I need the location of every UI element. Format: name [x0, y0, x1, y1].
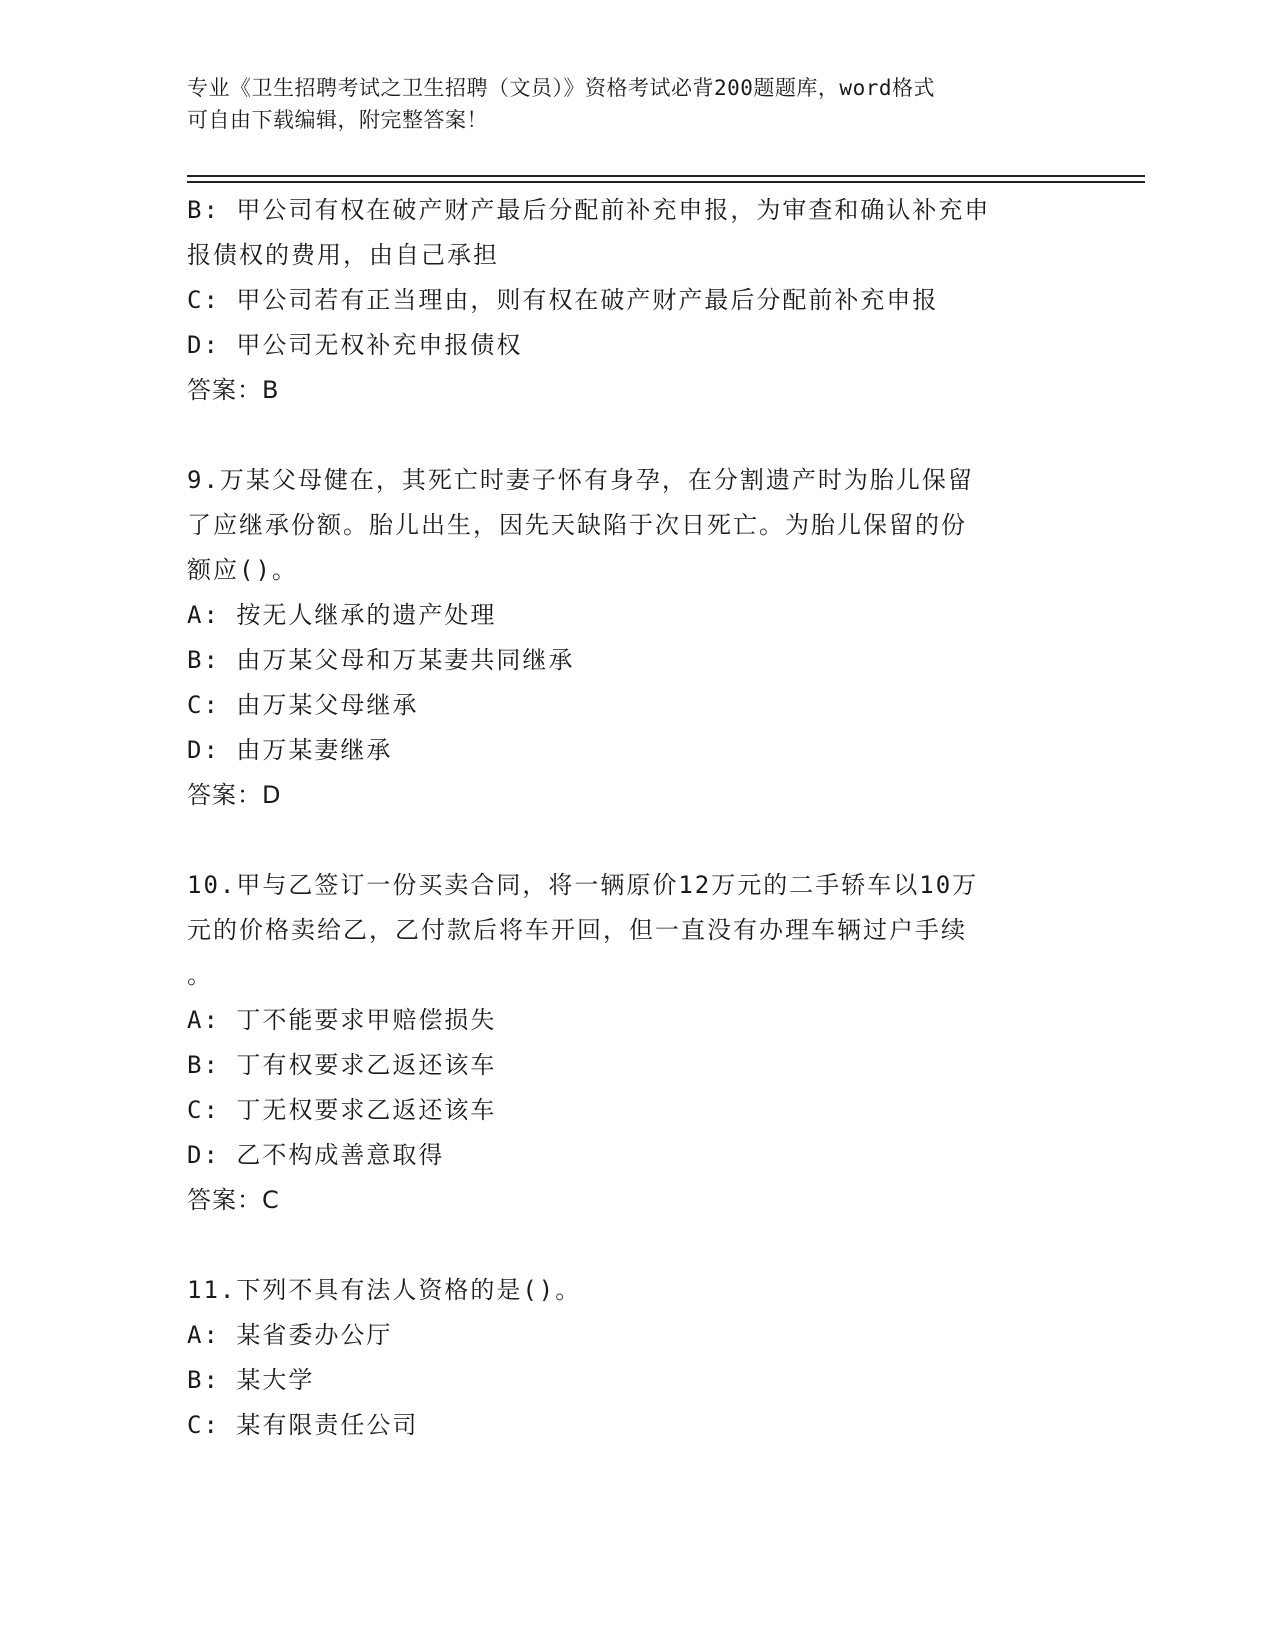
option-b-line-2: 报债权的费用，由自己承担 [187, 241, 499, 269]
answer: 答案：B [187, 376, 280, 404]
answer: 答案：C [187, 1186, 280, 1214]
question-stem-line-3: 。 [187, 961, 213, 989]
option-b: B: 由万某父母和万某妻共同继承 [187, 646, 575, 674]
question-stem-line-1: 9.万某父母健在，其死亡时妻子怀有身孕，在分割遗产时为胎儿保留 [187, 466, 974, 494]
question-stem-line-3: 额应()。 [187, 556, 298, 584]
question-stem-line-1: 11.下列不具有法人资格的是()。 [187, 1276, 582, 1304]
question-9 [187, 458, 1087, 818]
header-title-line-1: 专业《卫生招聘考试之卫生招聘（文员）》资格考试必背200题题库，word格式 [187, 76, 935, 100]
option-a: A: 丁不能要求甲赔偿损失 [187, 1006, 497, 1034]
option-b: B: 丁有权要求乙返还该车 [187, 1051, 497, 1079]
header-divider-top [187, 175, 1145, 177]
option-a: A: 按无人继承的遗产处理 [187, 601, 497, 629]
option-b-line-1: B: 甲公司有权在破产财产最后分配前补充申报，为审查和确认补充申 [187, 196, 991, 224]
option-c: C: 丁无权要求乙返还该车 [187, 1096, 497, 1124]
spacer [187, 413, 1087, 458]
option-d: D: 乙不构成善意取得 [187, 1141, 445, 1169]
option-c: C: 甲公司若有正当理由，则有权在破产财产最后分配前补充申报 [187, 286, 939, 314]
option-d: D: 甲公司无权补充申报债权 [187, 331, 523, 359]
spacer [187, 1223, 1087, 1268]
header-title-line-2: 可自由下载编辑，附完整答案！ [187, 108, 488, 132]
question-10 [187, 863, 1087, 1223]
option-d: D: 由万某妻继承 [187, 736, 393, 764]
question-stem-line-2: 了应继承份额。胎儿出生，因先天缺陷于次日死亡。为胎儿保留的份 [187, 511, 967, 539]
option-c: C: 某有限责任公司 [187, 1411, 419, 1439]
option-b: B: 某大学 [187, 1366, 315, 1394]
question-list [187, 188, 1087, 1448]
question-stem-line-1: 10.甲与乙签订一份买卖合同，将一辆原价12万元的二手轿车以10万 [187, 871, 979, 899]
header-divider-bottom [187, 181, 1145, 183]
question-8 [187, 188, 1087, 413]
document-header [187, 72, 1067, 136]
question-11 [187, 1268, 1087, 1448]
answer: 答案：D [187, 781, 282, 809]
option-a: A: 某省委办公厅 [187, 1321, 393, 1349]
question-stem-line-2: 元的价格卖给乙，乙付款后将车开回，但一直没有办理车辆过户手续 [187, 916, 967, 944]
option-c: C: 由万某父母继承 [187, 691, 419, 719]
spacer [187, 818, 1087, 863]
